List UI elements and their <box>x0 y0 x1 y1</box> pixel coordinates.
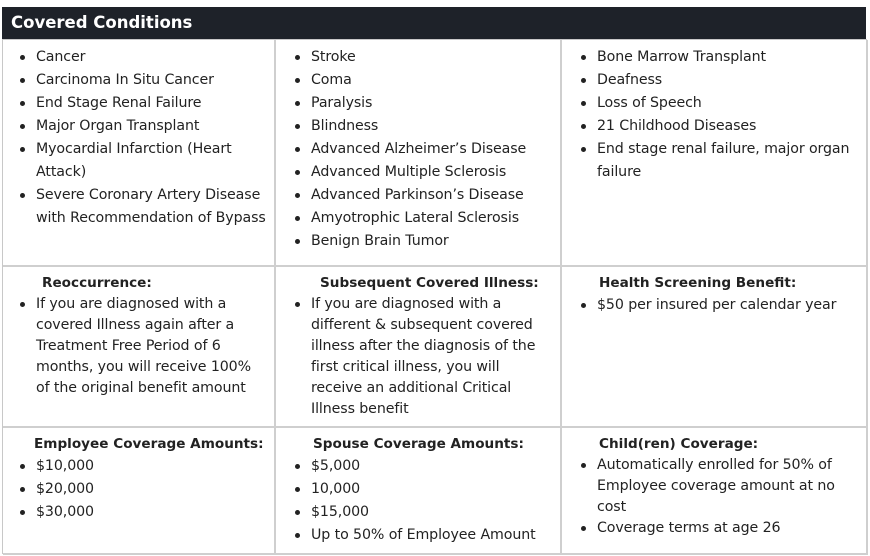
list-item: Up to 50% of Employee Amount <box>293 524 554 547</box>
list-item: Carcinoma In Situ Cancer <box>18 69 268 92</box>
section-header <box>2 7 866 39</box>
list-item: Advanced Multiple Sclerosis <box>293 161 554 184</box>
list-item: End Stage Renal Failure <box>18 92 268 115</box>
list-item: Severe Coronary Artery Disease with Recommendation of Bypass <box>18 184 268 230</box>
list-item: $10,000 <box>18 455 268 478</box>
list-item: $20,000 <box>18 478 268 501</box>
list-item: Major Organ Transplant <box>18 115 268 138</box>
list-item: Myocardial Infarction (Heart Attack) <box>18 138 268 184</box>
section-title: Covered Conditions <box>11 13 193 32</box>
list-item: $15,000 <box>293 501 554 524</box>
list-item: Benign Brain Tumor <box>293 230 554 253</box>
list-item: Blindness <box>293 115 554 138</box>
employee-coverage-list <box>18 455 268 524</box>
list-item: Advanced Alzheimer’s Disease <box>293 138 554 161</box>
list-item: $50 per insured per calendar year <box>579 294 860 317</box>
health-screening-cell <box>562 267 868 428</box>
list-item: Deafness <box>579 69 860 92</box>
list-item: If you are diagnosed with a different & subsequent covered illness after the diagnosis of the first critical illness, you will receive an additional Critical Illness benefit <box>293 294 554 420</box>
conditions-cell-3 <box>562 40 868 267</box>
spouse-coverage-title: Spouse Coverage Amounts: <box>313 436 524 452</box>
spouse-coverage-list <box>293 455 554 547</box>
list-item: Loss of Speech <box>579 92 860 115</box>
list-item: Amyotrophic Lateral Sclerosis <box>293 207 554 230</box>
subsequent-illness-cell <box>276 267 562 428</box>
conditions-cell-2 <box>276 40 562 267</box>
list-item: Bone Marrow Transplant <box>579 46 860 69</box>
health-screening-list <box>579 294 860 317</box>
employee-coverage-cell <box>3 428 276 555</box>
employee-coverage-title: Employee Coverage Amounts: <box>34 436 264 452</box>
reoccurrence-title: Reoccurrence: <box>42 275 152 291</box>
subsequent-illness-list <box>293 294 554 420</box>
list-item: Coma <box>293 69 554 92</box>
list-item: 21 Childhood Diseases <box>579 115 860 138</box>
list-item: Cancer <box>18 46 268 69</box>
children-coverage-title: Child(ren) Coverage: <box>599 436 759 452</box>
conditions-cell-1 <box>3 40 276 267</box>
list-item: $5,000 <box>293 455 554 478</box>
conditions-list-1 <box>18 46 268 230</box>
list-item: $30,000 <box>18 501 268 524</box>
list-item: 10,000 <box>293 478 554 501</box>
conditions-list-3 <box>579 46 860 184</box>
health-screening-title: Health Screening Benefit: <box>599 275 797 291</box>
list-item: Advanced Parkinson’s Disease <box>293 184 554 207</box>
children-coverage-cell <box>562 428 868 555</box>
list-item: End stage renal failure, major organ failure <box>579 138 860 184</box>
list-item: Stroke <box>293 46 554 69</box>
coverage-table <box>2 39 867 554</box>
subsequent-illness-title: Subsequent Covered Illness: <box>320 275 539 291</box>
list-item: Coverage terms at age 26 <box>579 518 860 539</box>
reoccurrence-cell <box>3 267 276 428</box>
children-coverage-list <box>579 455 860 539</box>
list-item: Paralysis <box>293 92 554 115</box>
list-item: Automatically enrolled for 50% of Employee coverage amount at no cost <box>579 455 860 518</box>
list-item: If you are diagnosed with a covered Illness again after a Treatment Free Period of 6 months, you will receive 100% of the original benefit amount <box>18 294 268 399</box>
conditions-list-2 <box>293 46 554 253</box>
reoccurrence-list <box>18 294 268 399</box>
spouse-coverage-cell <box>276 428 562 555</box>
